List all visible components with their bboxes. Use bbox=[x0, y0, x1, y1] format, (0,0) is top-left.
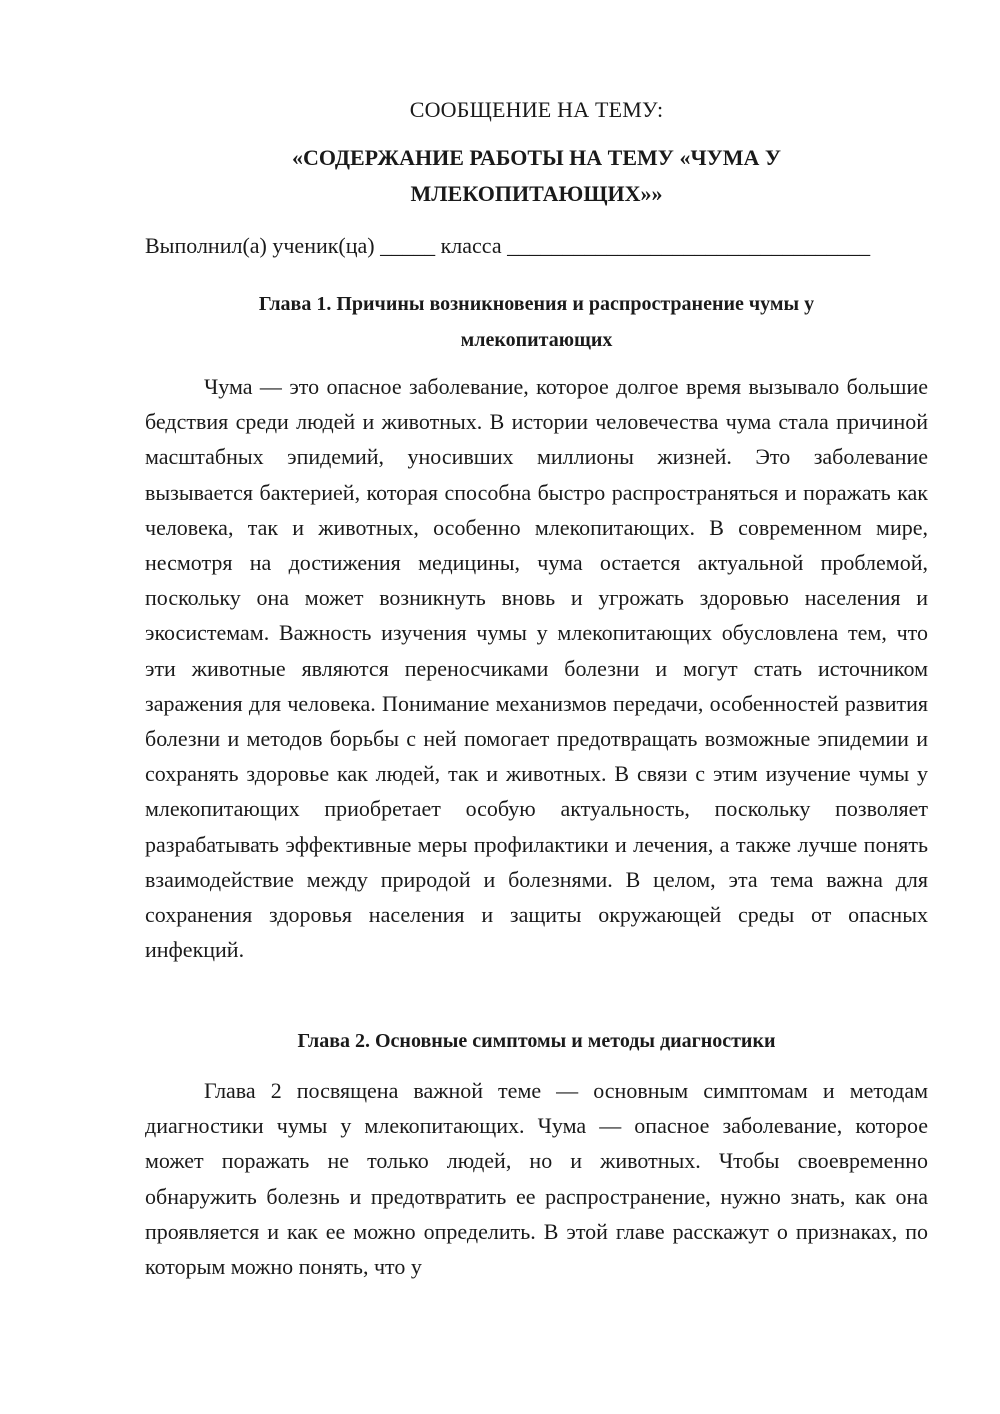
chapter-1-heading-line2: млекопитающих bbox=[460, 329, 613, 351]
chapter-1-paragraph: Чума — это опасное заболевание, которое долгое время вызывало большие бедствия среди людей и животных. В истории человечества чума стала причиной масштабных эпидемий, уносивших миллионы жизней. Это заболевание вызывается бактерией, которая способна быстро распространяться и поражать как человека, так и животных, особенно млекопитающих. В современном мире, несмотря на достижения медицины, чума остается актуальной проблемой, поскольку она может возникнуть вновь и угрожать здоровью населения и экосистемам. Важность изучения чумы у млекопитающих обусловлена тем, что эти животные являются переносчиками болезни и могут стать источником заражения для человека. Понимание механизмов передачи, особенностей развития болезни и методов борьбы с ней помогает предотвращать возможные эпидемии и сохранять здоровье как людей, так и животных. В связи с этим изучение чумы у млекопитающих приобретает особую актуальность, поскольку позволяет разрабатывать эффективные меры профилактики и лечения, а также лучше понять взаимодействие между природой и болезнями. В целом, эта тема важна для сохранения здоровья населения и защиты окружающей среды от опасных инфекций. bbox=[145, 374, 928, 963]
document-title-topic-line1: «СОДЕРЖАНИЕ РАБОТЫ НА ТЕМУ «ЧУМА У bbox=[291, 145, 782, 170]
chapter-2-heading bbox=[145, 1023, 928, 1059]
document-title-topic-line2: МЛЕКОПИТАЮЩИХ»» bbox=[410, 181, 663, 206]
author-line: Выполнил(а) ученик(ца) _____ класса _________________________________ bbox=[145, 233, 871, 258]
document-title-topic bbox=[0, 140, 1000, 212]
chapter-1-heading-line1: Глава 1. Причины возникновения и распространение чумы у bbox=[258, 293, 815, 315]
chapter-1-heading bbox=[145, 286, 928, 358]
chapter-2-heading-line1: Глава 2. Основные симптомы и методы диагностики bbox=[297, 1030, 776, 1052]
document-title-line1: СООБЩЕНИЕ НА ТЕМУ: bbox=[409, 97, 664, 122]
chapter-2-paragraph: Глава 2 посвящена важной теме — основным симптомам и методам диагностики чумы у млекопитающих. Чума — опасное заболевание, которое может поражать не только людей, но и животных. Чтобы своевременно обнаружить болезнь и предотвратить ее распространение, нужно знать, как она проявляется и как ее можно определить. В этой главе расскажут о признаках, по которым можно понять, что у bbox=[145, 1078, 928, 1280]
